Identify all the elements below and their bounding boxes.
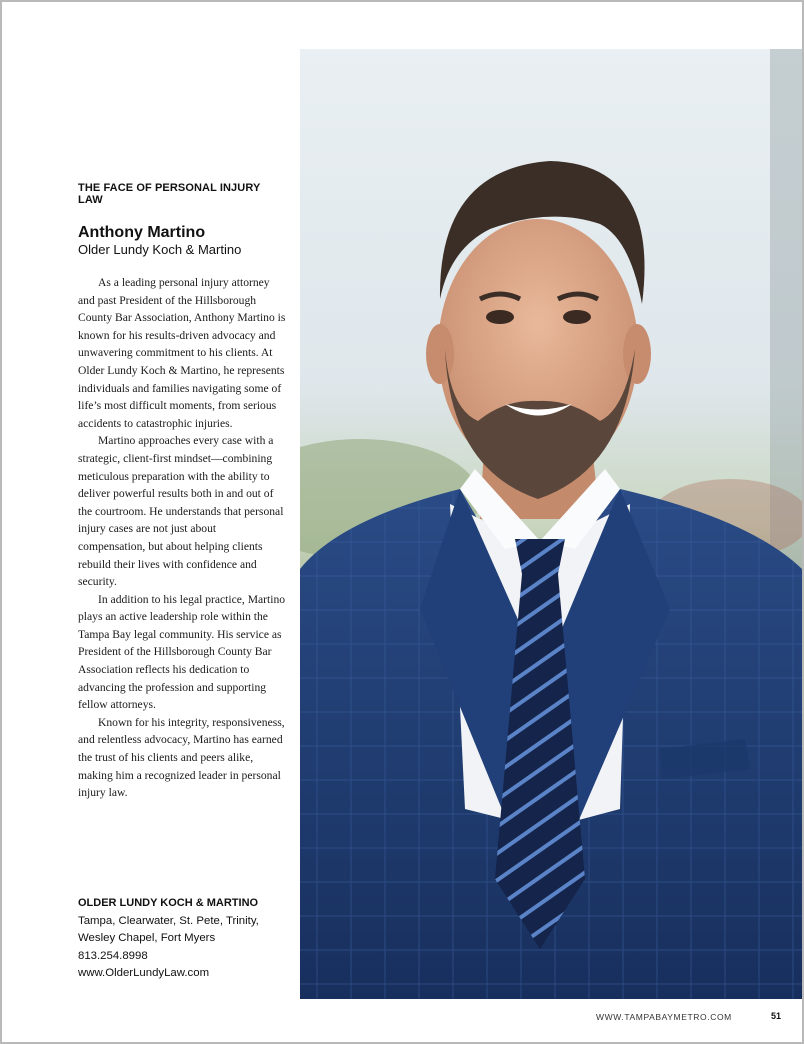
paragraph-4: Known for his integrity, responsiveness, and relentless advocacy, Martino has earned the trust of his clients and peers alike, making him a recognized leader in personal injury law. bbox=[78, 715, 285, 800]
contact-locations-1: Tampa, Clearwater, St. Pete, Trinity, bbox=[78, 914, 259, 927]
paragraph-3: In addition to his legal practice, Martino plays an active leadership role within the Tampa Bay legal community. His service as President of the Hillsborough County Bar Association reflects his dedication to advancing the profession and supporting fellow attorneys. bbox=[78, 592, 286, 712]
paragraph-2: Martino approaches every case with a strategic, client-first mindset—combining meticulous preparation with the ability to deliver powerful results both in and out of the courtroom. He understands that personal injury cases are not just about compensation, but about helping clients rebuild their lives with confidence and security. bbox=[78, 434, 284, 589]
article-column bbox=[78, 182, 286, 802]
paragraph-1: As a leading personal injury attorney and past President of the Hillsborough County Bar Association, Anthony Martino is known for his results-driven advocacy and unwavering commitment to his clients. At Older Lundy Koch & Martino, he represents individuals and families navigating some of life’s most difficult moments, from serious accidents to catastrophic injuries. bbox=[78, 276, 286, 430]
contact-locations-2: Wesley Chapel, Fort Myers bbox=[78, 932, 216, 945]
contact-website[interactable]: www.OlderLundyLaw.com bbox=[78, 967, 210, 980]
section-kicker: THE FACE OF PERSONAL INJURY LAW bbox=[78, 182, 261, 206]
contact-phone[interactable]: 813.254.8998 bbox=[78, 949, 148, 962]
attorney-name: Anthony Martino bbox=[78, 224, 206, 241]
contact-block bbox=[78, 895, 298, 983]
portrait-photo bbox=[300, 49, 802, 999]
footer-url[interactable]: WWW.TAMPABAYMETRO.COM bbox=[596, 1012, 732, 1022]
contact-firm: OLDER LUNDY KOCH & MARTINO bbox=[78, 897, 259, 909]
portrait-illustration bbox=[300, 49, 802, 999]
article-body bbox=[78, 274, 286, 802]
page-number: 51 bbox=[771, 1011, 782, 1021]
firm-name: Older Lundy Koch & Martino bbox=[78, 242, 242, 257]
